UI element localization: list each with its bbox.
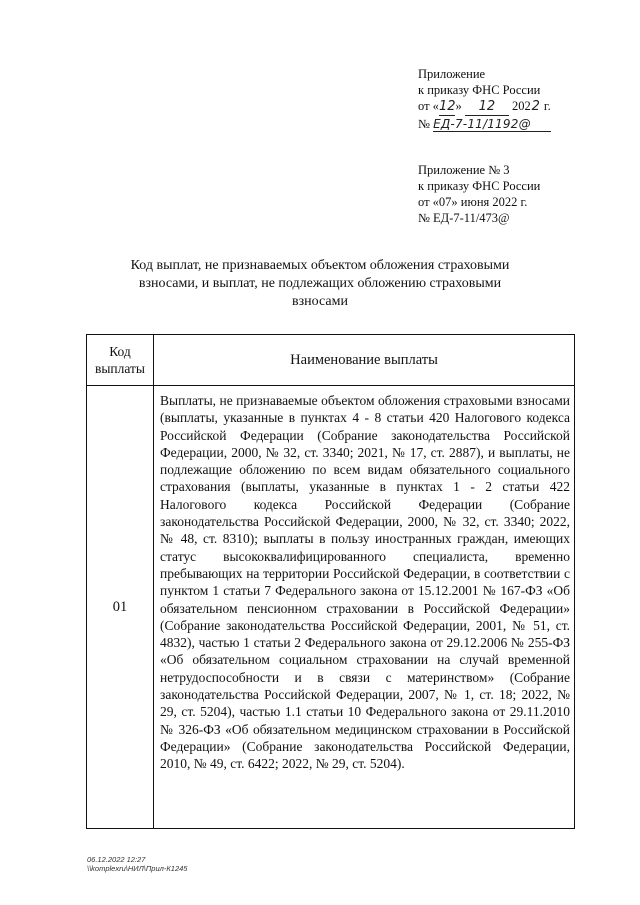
footer-stamp — [87, 855, 187, 873]
row-code: 01 — [87, 386, 154, 829]
annex-order-line: к приказу ФНС России — [418, 179, 541, 193]
approval-number-line: № ЕД-7-11/1192@ — [418, 116, 618, 132]
footer-file-ref: \\komplexru\НИЛ\Прил-К1245 — [87, 864, 188, 873]
approval-date-line: от «12» 12 2022 г. — [418, 99, 551, 114]
annex-date-line: от «07» июня 2022 г. — [418, 195, 528, 209]
table-header-row — [87, 335, 575, 386]
approval-order-line: к приказу ФНС России — [418, 83, 541, 97]
annex-block — [418, 162, 618, 226]
annex-number-line: № ЕД-7-11/473@ — [418, 211, 510, 225]
payments-table — [86, 334, 575, 829]
annex-title: Приложение № 3 — [418, 163, 510, 177]
footer-timestamp: 06.12.2022 12:27 — [87, 855, 146, 864]
row-description: Выплаты, не признаваемые объектом обложения страховыми взносами (выплаты, указанные в пунктах 4 - 8 статьи 420 Налогового кодекса Российской Федерации (Собрание законодательства Российской Федерации, 2000, № 32, ст. 3340; 2021, № 17, ст. 2887), и выплаты, не подлежащие обложению по всем видам обязательного социального страхования (выплаты, указанные в пунктах 1 - 2 статьи 422 Налогового кодекса Российской Федерации (Собрание законодательства Российской Федерации, 2000, № 32, ст. 3340; 2022, № 48, ст. 8310); выплаты в пользу иностранных граждан, имеющих статус высококвалифицированного специалиста, временно пребывающих на территории Российской Федерации, в соответствии с пунктом 1 статьи 7 Федерального закона от 15.12.2001 № 167-ФЗ «Об обязательном пенсионном страховании в Российской Федерации» (Собрание законодательства Российской Федерации, 2001, № 51, ст. 4832), частью 1 статьи 2 Федерального закона от 29.12.2006 № 255-ФЗ «Об обязательном социальном страховании на случай временной нетрудоспособности и в связи с материнством» (Собрание законодательства Российской Федерации, 2007, № 1, ст. 18; 2022, № 29, ст. 5204), частью 1.1 статьи 10 Федерального закона от 29.11.2010 № 326-ФЗ «Об обязательном медицинском страховании в Российской Федерации» (Собрание законодательства Российской Федерации, 2010, № 49, ст. 6422; 2022, № 29, ст. 5204). — [154, 386, 575, 829]
approval-block — [418, 66, 618, 132]
approval-day: 12 — [438, 99, 456, 114]
col-name-header: Наименование выплаты — [154, 335, 575, 386]
table-row — [87, 386, 575, 829]
document-title: Код выплат, не признаваемых объектом обложения страховыми взносами, и выплат, не подлежащих обложению страховыми взносами — [130, 258, 510, 309]
col-code-header: Код выплаты — [87, 335, 154, 386]
approval-year-digit: 2 — [531, 99, 540, 114]
approval-title: Приложение — [418, 67, 486, 81]
approval-number: ЕД-7-11/1192@ — [433, 117, 551, 132]
approval-month: 12 — [465, 99, 509, 116]
